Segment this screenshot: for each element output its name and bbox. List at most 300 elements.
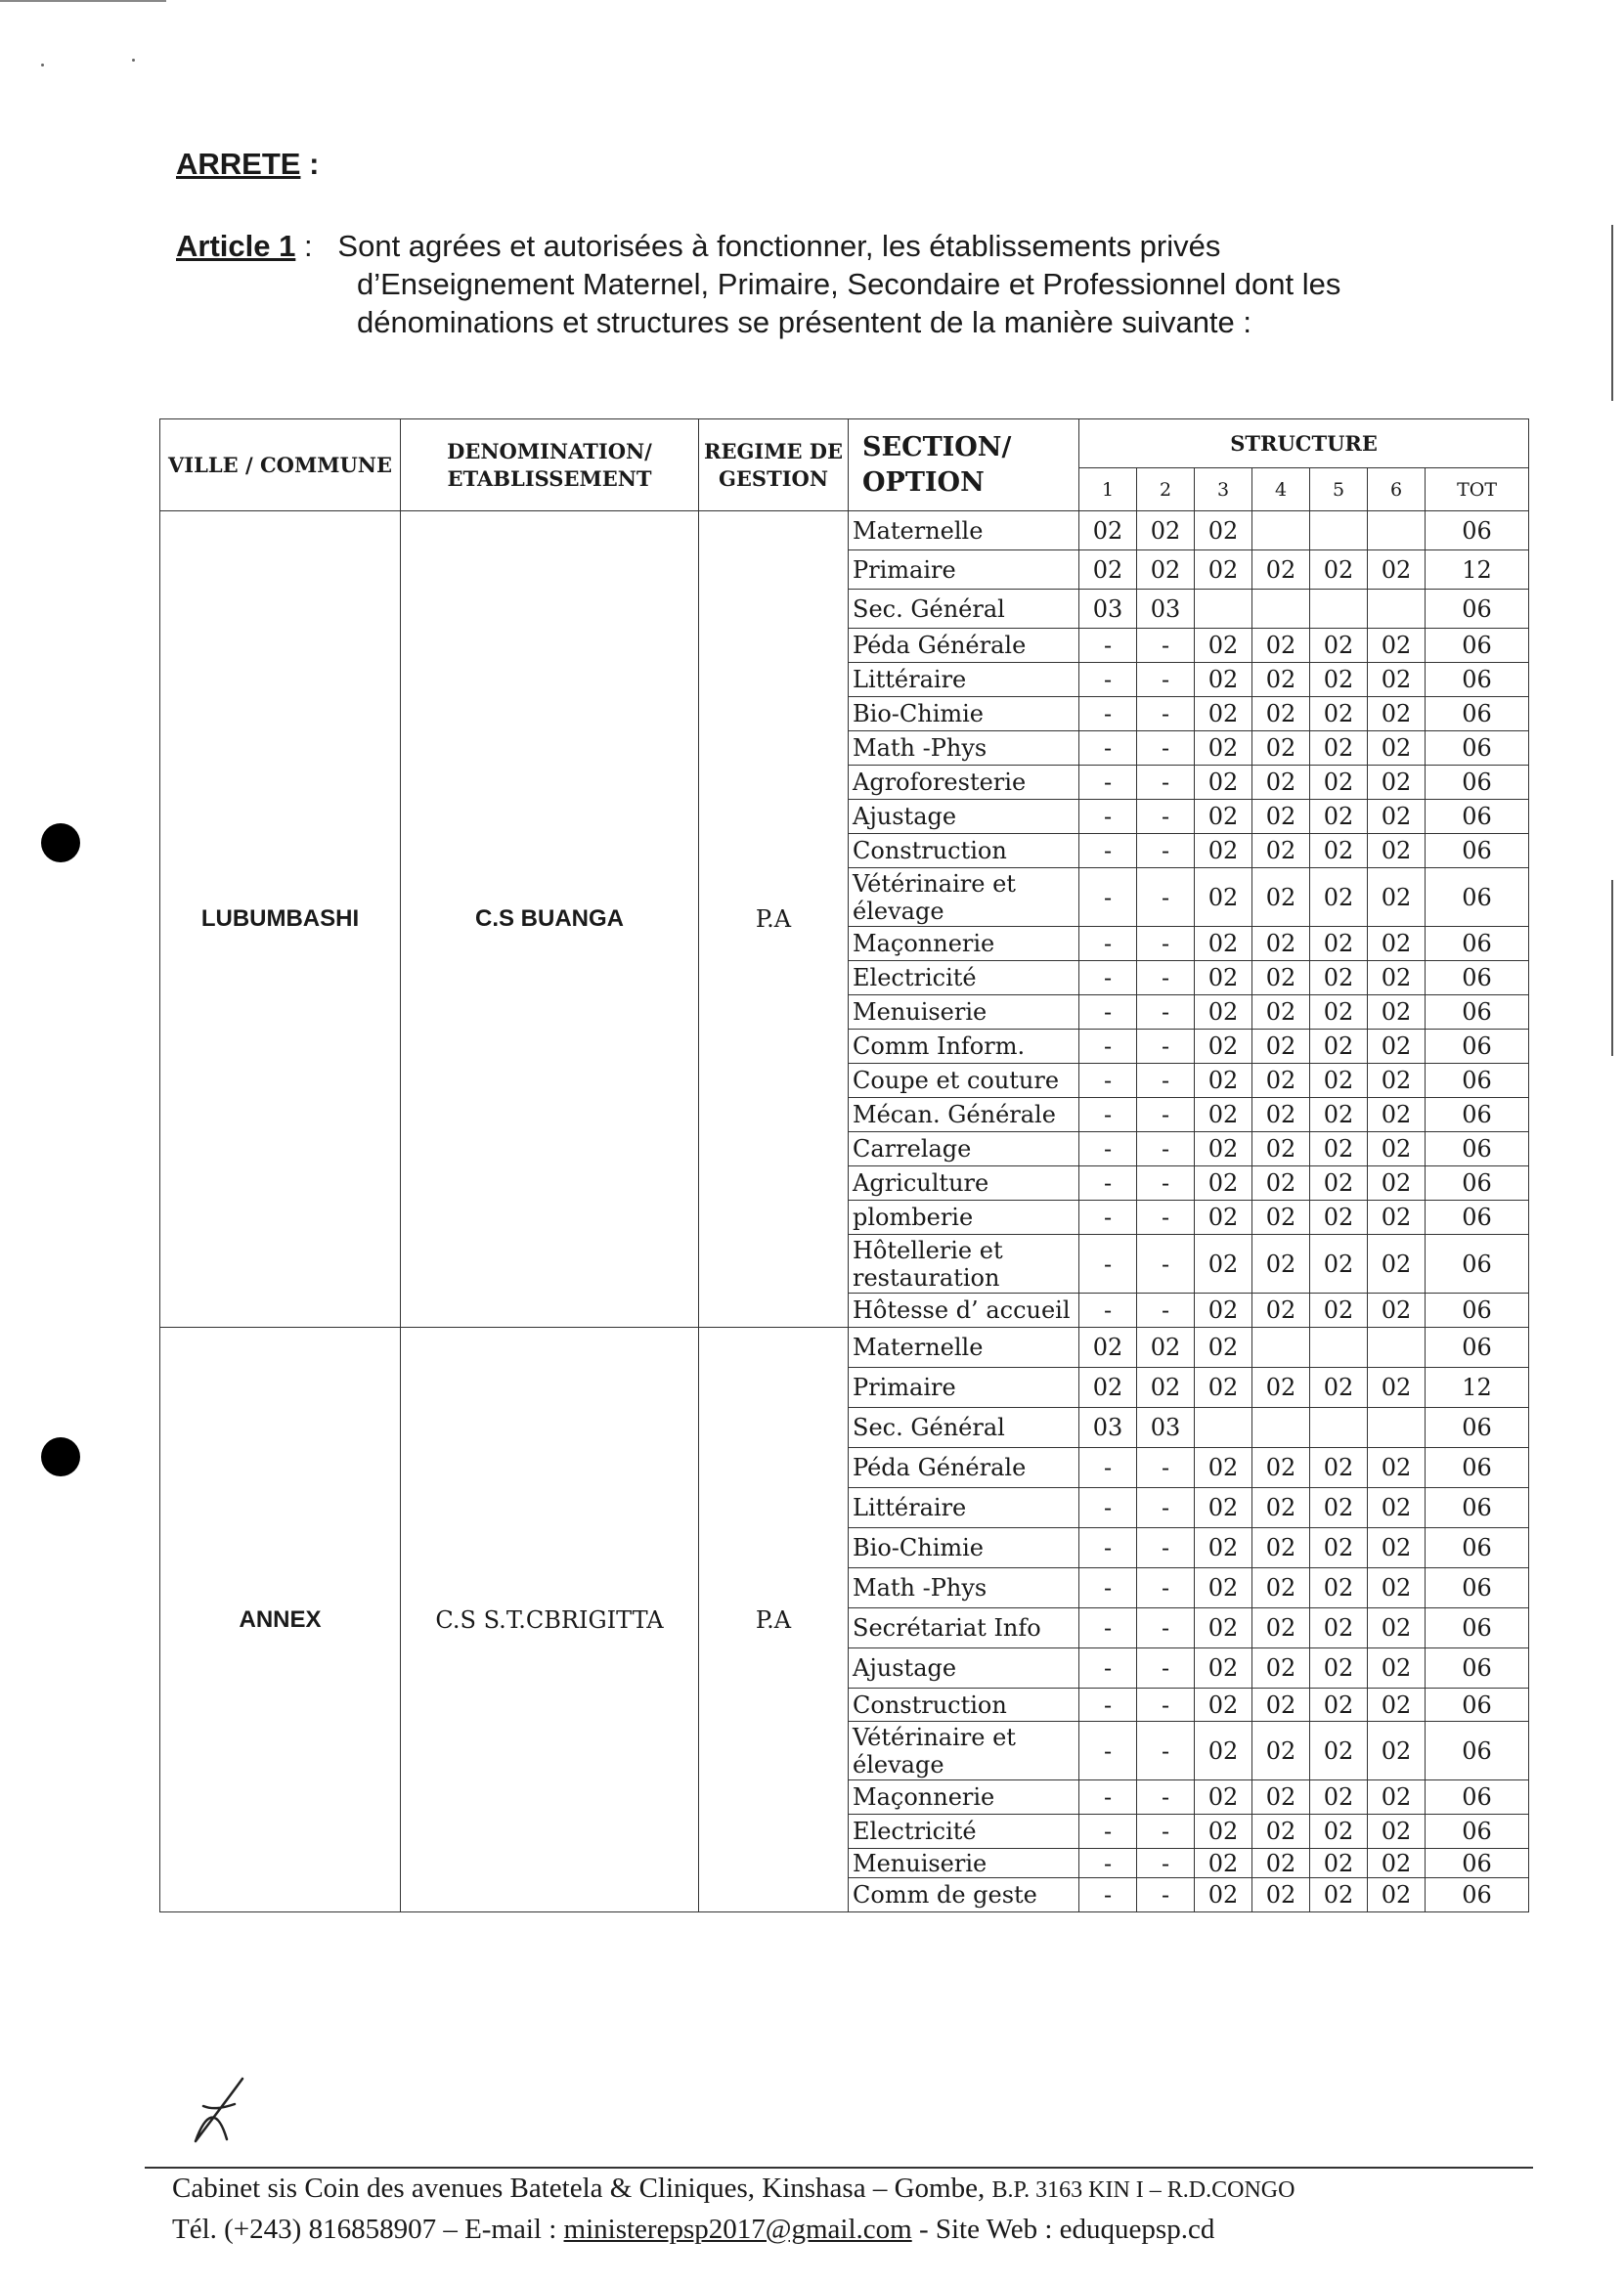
section-name: Bio-Chimie <box>849 1528 1079 1568</box>
total-cell: 06 <box>1426 1608 1529 1648</box>
total-cell: 06 <box>1426 834 1529 868</box>
structure-cell-3: 02 <box>1195 1294 1252 1328</box>
punch-hole <box>41 1437 80 1476</box>
structure-cell-6: 02 <box>1368 1132 1426 1166</box>
header-ville: VILLE / COMMUNE <box>160 419 401 511</box>
structure-cell-1: - <box>1079 1878 1137 1912</box>
structure-cell-3: 02 <box>1195 1030 1252 1064</box>
structure-cell-6: 02 <box>1368 1368 1426 1408</box>
structure-cell-6 <box>1368 1408 1426 1448</box>
total-cell: 06 <box>1426 868 1529 927</box>
structure-cell-2: - <box>1137 927 1195 961</box>
section-name: Mécan. Générale <box>849 1098 1079 1132</box>
structure-cell-3: 02 <box>1195 1722 1252 1780</box>
structure-cell-4: 02 <box>1252 1132 1310 1166</box>
structure-cell-5: 02 <box>1310 550 1368 590</box>
structure-cell-5: 02 <box>1310 766 1368 800</box>
section-name: Math -Phys <box>849 1568 1079 1608</box>
header-structure: STRUCTURE <box>1079 419 1529 468</box>
structure-cell-2: - <box>1137 731 1195 766</box>
structure-cell-2: - <box>1137 1689 1195 1722</box>
total-cell: 06 <box>1426 1448 1529 1488</box>
total-cell: 06 <box>1426 1849 1529 1878</box>
structure-cell-1: - <box>1079 1722 1137 1780</box>
group-regime: P.A <box>699 511 849 1328</box>
section-name: Hôtellerie et restauration <box>849 1235 1079 1294</box>
structure-cell-5 <box>1310 511 1368 550</box>
structure-cell-4: 02 <box>1252 1368 1310 1408</box>
structure-cell-2: - <box>1137 629 1195 663</box>
structure-cell-4: 02 <box>1252 1294 1310 1328</box>
structure-cell-6: 02 <box>1368 766 1426 800</box>
structure-cell-6: 02 <box>1368 1689 1426 1722</box>
total-cell: 06 <box>1426 1568 1529 1608</box>
structure-cell-1: - <box>1079 1528 1137 1568</box>
total-cell: 06 <box>1426 800 1529 834</box>
total-cell: 12 <box>1426 1368 1529 1408</box>
scan-speck <box>41 64 44 66</box>
structure-cell-1: - <box>1079 1235 1137 1294</box>
structure-cell-5: 02 <box>1310 1098 1368 1132</box>
total-cell: 06 <box>1426 766 1529 800</box>
structure-cell-2: - <box>1137 663 1195 697</box>
structure-cell-1: 03 <box>1079 1408 1137 1448</box>
structure-cell-2: - <box>1137 1608 1195 1648</box>
section-name: Carrelage <box>849 1132 1079 1166</box>
header-col-1: 1 <box>1079 468 1137 511</box>
structure-cell-5: 02 <box>1310 1132 1368 1166</box>
structure-cell-5: 02 <box>1310 1294 1368 1328</box>
footer <box>172 2169 1541 2249</box>
structure-cell-5: 02 <box>1310 1488 1368 1528</box>
header-denomination: DENOMINATION/ ETABLISSEMENT <box>401 419 699 511</box>
total-cell: 06 <box>1426 1064 1529 1098</box>
structure-cell-3: 02 <box>1195 1132 1252 1166</box>
structure-cell-6: 02 <box>1368 1448 1426 1488</box>
structure-cell-5: 02 <box>1310 663 1368 697</box>
structure-cell-1: - <box>1079 1689 1137 1722</box>
group-ville: ANNEX <box>160 1328 401 1912</box>
total-cell: 06 <box>1426 927 1529 961</box>
footer-address: Cabinet sis Coin des avenues Batetela & Cliniques, Kinshasa – Gombe, B.P. 3163 KIN I – R.D.CONGO <box>172 2173 1295 2204</box>
structure-cell-5: 02 <box>1310 697 1368 731</box>
section-name: Maternelle <box>849 1328 1079 1368</box>
total-cell: 06 <box>1426 1235 1529 1294</box>
structure-cell-2: - <box>1137 1488 1195 1528</box>
header-col-tot: TOT <box>1426 468 1529 511</box>
structure-cell-5: 02 <box>1310 1064 1368 1098</box>
establishments-table <box>159 418 1529 1912</box>
section-name: Comm de geste <box>849 1878 1079 1912</box>
total-cell: 06 <box>1426 590 1529 629</box>
structure-cell-5: 02 <box>1310 868 1368 927</box>
structure-cell-3: 02 <box>1195 834 1252 868</box>
structure-cell-1: - <box>1079 766 1137 800</box>
structure-cell-2: - <box>1137 1878 1195 1912</box>
structure-cell-4: 02 <box>1252 1235 1310 1294</box>
structure-cell-2: 03 <box>1137 1408 1195 1448</box>
structure-cell-5: 02 <box>1310 995 1368 1030</box>
structure-cell-4: 02 <box>1252 1528 1310 1568</box>
header-col-6: 6 <box>1368 468 1426 511</box>
structure-cell-2: 02 <box>1137 511 1195 550</box>
structure-cell-6: 02 <box>1368 1030 1426 1064</box>
structure-cell-2: - <box>1137 1448 1195 1488</box>
total-cell: 06 <box>1426 663 1529 697</box>
structure-cell-2: - <box>1137 995 1195 1030</box>
section-name: Electricité <box>849 961 1079 995</box>
structure-cell-3: 02 <box>1195 1815 1252 1849</box>
structure-cell-6: 02 <box>1368 550 1426 590</box>
section-name: Littéraire <box>849 663 1079 697</box>
structure-cell-3: 02 <box>1195 731 1252 766</box>
structure-cell-5: 02 <box>1310 731 1368 766</box>
structure-cell-5: 02 <box>1310 1849 1368 1878</box>
total-cell: 06 <box>1426 1780 1529 1815</box>
structure-cell-4: 02 <box>1252 766 1310 800</box>
structure-cell-3: 02 <box>1195 1064 1252 1098</box>
section-name: Vétérinaire et élevage <box>849 868 1079 927</box>
structure-cell-3: 02 <box>1195 1098 1252 1132</box>
structure-cell-1: - <box>1079 1608 1137 1648</box>
structure-cell-3: 02 <box>1195 511 1252 550</box>
structure-cell-1: 03 <box>1079 590 1137 629</box>
structure-cell-1: 02 <box>1079 511 1137 550</box>
structure-cell-3: 02 <box>1195 766 1252 800</box>
structure-cell-3: 02 <box>1195 1780 1252 1815</box>
total-cell: 06 <box>1426 1878 1529 1912</box>
structure-cell-3: 02 <box>1195 1166 1252 1201</box>
section-name: Péda Générale <box>849 629 1079 663</box>
total-cell: 06 <box>1426 511 1529 550</box>
article-label: Article 1 <box>176 229 296 263</box>
section-name: Sec. Général <box>849 590 1079 629</box>
structure-cell-6: 02 <box>1368 1815 1426 1849</box>
structure-cell-6: 02 <box>1368 927 1426 961</box>
structure-cell-6: 02 <box>1368 1780 1426 1815</box>
structure-cell-4: 02 <box>1252 995 1310 1030</box>
header-section: SECTION/ OPTION <box>849 419 1079 511</box>
structure-cell-6: 02 <box>1368 834 1426 868</box>
section-name: Bio-Chimie <box>849 697 1079 731</box>
total-cell: 06 <box>1426 1528 1529 1568</box>
structure-cell-2: - <box>1137 697 1195 731</box>
structure-cell-2: - <box>1137 1815 1195 1849</box>
section-name: Secrétariat Info <box>849 1608 1079 1648</box>
structure-cell-1: - <box>1079 868 1137 927</box>
structure-cell-1: - <box>1079 834 1137 868</box>
structure-cell-6: 02 <box>1368 800 1426 834</box>
header-regime: REGIME DE GESTION <box>699 419 849 511</box>
footer-contact: Tél. (+243) 816858907 – E-mail : ministerepsp2017@gmail.com - Site Web : eduquepsp.cd <box>172 2214 1215 2245</box>
structure-cell-5: 02 <box>1310 1368 1368 1408</box>
structure-cell-2: 03 <box>1137 590 1195 629</box>
structure-cell-2: - <box>1137 1722 1195 1780</box>
structure-cell-6: 02 <box>1368 1568 1426 1608</box>
section-name: Maçonnerie <box>849 927 1079 961</box>
structure-cell-5 <box>1310 590 1368 629</box>
article-text-line-1: Sont agrées et autorisées à fonctionner, les établissements privés <box>337 229 1221 263</box>
total-cell: 12 <box>1426 550 1529 590</box>
structure-cell-3: 02 <box>1195 1328 1252 1368</box>
structure-cell-2: - <box>1137 1064 1195 1098</box>
structure-cell-3: 02 <box>1195 927 1252 961</box>
structure-cell-4: 02 <box>1252 800 1310 834</box>
total-cell: 06 <box>1426 1328 1529 1368</box>
structure-cell-5: 02 <box>1310 1030 1368 1064</box>
structure-cell-6: 02 <box>1368 1064 1426 1098</box>
structure-cell-6 <box>1368 590 1426 629</box>
structure-cell-5: 02 <box>1310 800 1368 834</box>
structure-cell-1: - <box>1079 961 1137 995</box>
structure-cell-6: 02 <box>1368 1235 1426 1294</box>
structure-cell-2: 02 <box>1137 1368 1195 1408</box>
structure-cell-4: 02 <box>1252 1098 1310 1132</box>
structure-cell-5: 02 <box>1310 927 1368 961</box>
structure-cell-3: 02 <box>1195 629 1252 663</box>
structure-cell-5: 02 <box>1310 1448 1368 1488</box>
structure-cell-6: 02 <box>1368 961 1426 995</box>
structure-cell-6: 02 <box>1368 1488 1426 1528</box>
structure-cell-6: 02 <box>1368 1608 1426 1648</box>
structure-cell-4: 02 <box>1252 1722 1310 1780</box>
structure-cell-5: 02 <box>1310 961 1368 995</box>
structure-cell-4: 02 <box>1252 1201 1310 1235</box>
structure-cell-4: 02 <box>1252 1064 1310 1098</box>
structure-cell-2: - <box>1137 1098 1195 1132</box>
structure-cell-1: - <box>1079 1132 1137 1166</box>
structure-cell-5: 02 <box>1310 1528 1368 1568</box>
section-name: Ajustage <box>849 800 1079 834</box>
structure-cell-1: 02 <box>1079 550 1137 590</box>
structure-cell-6: 02 <box>1368 995 1426 1030</box>
structure-cell-3: 02 <box>1195 1528 1252 1568</box>
structure-cell-3: 02 <box>1195 1849 1252 1878</box>
structure-cell-4: 02 <box>1252 1448 1310 1488</box>
structure-cell-1: - <box>1079 697 1137 731</box>
structure-cell-1: - <box>1079 1201 1137 1235</box>
structure-cell-5: 02 <box>1310 1201 1368 1235</box>
structure-cell-1: - <box>1079 731 1137 766</box>
arrete-heading: ARRETE : <box>176 147 320 181</box>
structure-cell-5: 02 <box>1310 1722 1368 1780</box>
structure-cell-4: 02 <box>1252 1815 1310 1849</box>
section-name: Menuiserie <box>849 1849 1079 1878</box>
structure-cell-3: 02 <box>1195 1689 1252 1722</box>
group-regime: P.A <box>699 1328 849 1912</box>
structure-cell-5: 02 <box>1310 1608 1368 1648</box>
structure-cell-4: 02 <box>1252 697 1310 731</box>
structure-cell-4: 02 <box>1252 834 1310 868</box>
structure-cell-6: 02 <box>1368 697 1426 731</box>
structure-cell-6 <box>1368 511 1426 550</box>
section-name: Maçonnerie <box>849 1780 1079 1815</box>
structure-cell-1: - <box>1079 629 1137 663</box>
structure-cell-5: 02 <box>1310 1648 1368 1689</box>
section-name: Agroforesterie <box>849 766 1079 800</box>
structure-cell-3: 02 <box>1195 868 1252 927</box>
structure-cell-3: 02 <box>1195 663 1252 697</box>
section-name: plomberie <box>849 1201 1079 1235</box>
structure-cell-4: 02 <box>1252 961 1310 995</box>
article-1: Article 1 : Sont agrées et autorisées à fonctionner, les établissements privés d’Enseignement Maternel, Primaire, Secondaire et Professionnel dont les dénominations et structures se présentent de la manière suivante : <box>176 227 1467 341</box>
section-name: Menuiserie <box>849 995 1079 1030</box>
structure-cell-3: 02 <box>1195 1568 1252 1608</box>
structure-cell-1: 02 <box>1079 1368 1137 1408</box>
structure-cell-2: - <box>1137 766 1195 800</box>
structure-cell-2: - <box>1137 1201 1195 1235</box>
total-cell: 06 <box>1426 995 1529 1030</box>
structure-cell-1: - <box>1079 995 1137 1030</box>
structure-cell-4 <box>1252 511 1310 550</box>
structure-cell-5: 02 <box>1310 1878 1368 1912</box>
structure-cell-5: 02 <box>1310 1235 1368 1294</box>
section-name: Littéraire <box>849 1488 1079 1528</box>
structure-cell-1: - <box>1079 1488 1137 1528</box>
header-col-4: 4 <box>1252 468 1310 511</box>
structure-cell-4 <box>1252 1408 1310 1448</box>
structure-cell-1: - <box>1079 800 1137 834</box>
structure-cell-4: 02 <box>1252 1780 1310 1815</box>
structure-cell-4: 02 <box>1252 1030 1310 1064</box>
section-name: Maternelle <box>849 511 1079 550</box>
structure-cell-2: - <box>1137 1648 1195 1689</box>
structure-cell-3: 02 <box>1195 1235 1252 1294</box>
structure-cell-2: - <box>1137 961 1195 995</box>
structure-cell-6: 02 <box>1368 1166 1426 1201</box>
section-name: Coupe et couture <box>849 1064 1079 1098</box>
structure-cell-2: - <box>1137 1166 1195 1201</box>
punch-hole <box>41 823 80 862</box>
structure-cell-6: 02 <box>1368 1528 1426 1568</box>
structure-cell-3: 02 <box>1195 1201 1252 1235</box>
structure-cell-6: 02 <box>1368 1098 1426 1132</box>
structure-cell-3: 02 <box>1195 961 1252 995</box>
structure-cell-4: 02 <box>1252 1488 1310 1528</box>
total-cell: 06 <box>1426 1132 1529 1166</box>
total-cell: 06 <box>1426 1166 1529 1201</box>
scan-speck <box>132 59 135 62</box>
structure-cell-5 <box>1310 1328 1368 1368</box>
header-col-2: 2 <box>1137 468 1195 511</box>
structure-cell-6: 02 <box>1368 731 1426 766</box>
structure-cell-4: 02 <box>1252 1849 1310 1878</box>
structure-cell-1: - <box>1079 1568 1137 1608</box>
structure-cell-3: 02 <box>1195 1878 1252 1912</box>
structure-cell-3 <box>1195 590 1252 629</box>
total-cell: 06 <box>1426 1722 1529 1780</box>
section-name: Electricité <box>849 1815 1079 1849</box>
structure-cell-6 <box>1368 1328 1426 1368</box>
section-name: Primaire <box>849 550 1079 590</box>
total-cell: 06 <box>1426 1815 1529 1849</box>
structure-cell-2: 02 <box>1137 1328 1195 1368</box>
total-cell: 06 <box>1426 1408 1529 1448</box>
structure-cell-4: 02 <box>1252 629 1310 663</box>
structure-cell-1: - <box>1079 663 1137 697</box>
structure-cell-5: 02 <box>1310 629 1368 663</box>
structure-cell-3: 02 <box>1195 1608 1252 1648</box>
structure-cell-2: - <box>1137 1568 1195 1608</box>
structure-cell-2: - <box>1137 834 1195 868</box>
structure-cell-1: - <box>1079 1030 1137 1064</box>
signature-mark <box>184 2071 262 2149</box>
section-name: Sec. Général <box>849 1408 1079 1448</box>
structure-cell-6: 02 <box>1368 1849 1426 1878</box>
structure-cell-3: 02 <box>1195 995 1252 1030</box>
structure-cell-1: - <box>1079 1064 1137 1098</box>
structure-cell-3: 02 <box>1195 1648 1252 1689</box>
structure-cell-5: 02 <box>1310 1780 1368 1815</box>
structure-cell-4: 02 <box>1252 550 1310 590</box>
structure-cell-6: 02 <box>1368 1648 1426 1689</box>
scan-edge-mark <box>1611 880 1613 1056</box>
total-cell: 06 <box>1426 1098 1529 1132</box>
structure-cell-1: 02 <box>1079 1328 1137 1368</box>
section-name: Construction <box>849 834 1079 868</box>
table-row <box>160 511 1529 550</box>
footer-email[interactable]: ministerepsp2017@gmail.com <box>563 2214 912 2245</box>
structure-cell-5: 02 <box>1310 1166 1368 1201</box>
structure-cell-4: 02 <box>1252 1166 1310 1201</box>
section-name: Hôtesse d’ accueil <box>849 1294 1079 1328</box>
structure-cell-4: 02 <box>1252 731 1310 766</box>
structure-cell-6: 02 <box>1368 1201 1426 1235</box>
structure-cell-3: 02 <box>1195 800 1252 834</box>
structure-cell-6: 02 <box>1368 663 1426 697</box>
structure-cell-4: 02 <box>1252 1878 1310 1912</box>
structure-cell-4: 02 <box>1252 1608 1310 1648</box>
total-cell: 06 <box>1426 731 1529 766</box>
structure-cell-6: 02 <box>1368 1722 1426 1780</box>
structure-cell-1: - <box>1079 1098 1137 1132</box>
group-ville: LUBUMBASHI <box>160 511 401 1328</box>
total-cell: 06 <box>1426 961 1529 995</box>
structure-cell-2: - <box>1137 1030 1195 1064</box>
structure-cell-3: 02 <box>1195 1448 1252 1488</box>
structure-cell-3: 02 <box>1195 1368 1252 1408</box>
total-cell: 06 <box>1426 1294 1529 1328</box>
table-row <box>160 1328 1529 1368</box>
structure-cell-4: 02 <box>1252 1689 1310 1722</box>
structure-cell-2: - <box>1137 868 1195 927</box>
section-name: Agriculture <box>849 1166 1079 1201</box>
structure-cell-2: - <box>1137 1849 1195 1878</box>
structure-cell-1: - <box>1079 1166 1137 1201</box>
structure-cell-6: 02 <box>1368 1294 1426 1328</box>
structure-cell-2: - <box>1137 1294 1195 1328</box>
structure-cell-6: 02 <box>1368 629 1426 663</box>
structure-cell-4: 02 <box>1252 1648 1310 1689</box>
structure-cell-4 <box>1252 590 1310 629</box>
structure-cell-1: - <box>1079 1780 1137 1815</box>
structure-cell-1: - <box>1079 1448 1137 1488</box>
structure-cell-3: 02 <box>1195 697 1252 731</box>
section-name: Péda Générale <box>849 1448 1079 1488</box>
header-col-3: 3 <box>1195 468 1252 511</box>
section-name: Construction <box>849 1689 1079 1722</box>
scan-edge-line <box>0 0 166 2</box>
structure-cell-3: 02 <box>1195 550 1252 590</box>
structure-cell-6: 02 <box>1368 1878 1426 1912</box>
total-cell: 06 <box>1426 1488 1529 1528</box>
structure-cell-5: 02 <box>1310 1689 1368 1722</box>
section-name: Primaire <box>849 1368 1079 1408</box>
structure-cell-2: - <box>1137 1132 1195 1166</box>
section-name: Ajustage <box>849 1648 1079 1689</box>
total-cell: 06 <box>1426 1689 1529 1722</box>
total-cell: 06 <box>1426 1201 1529 1235</box>
